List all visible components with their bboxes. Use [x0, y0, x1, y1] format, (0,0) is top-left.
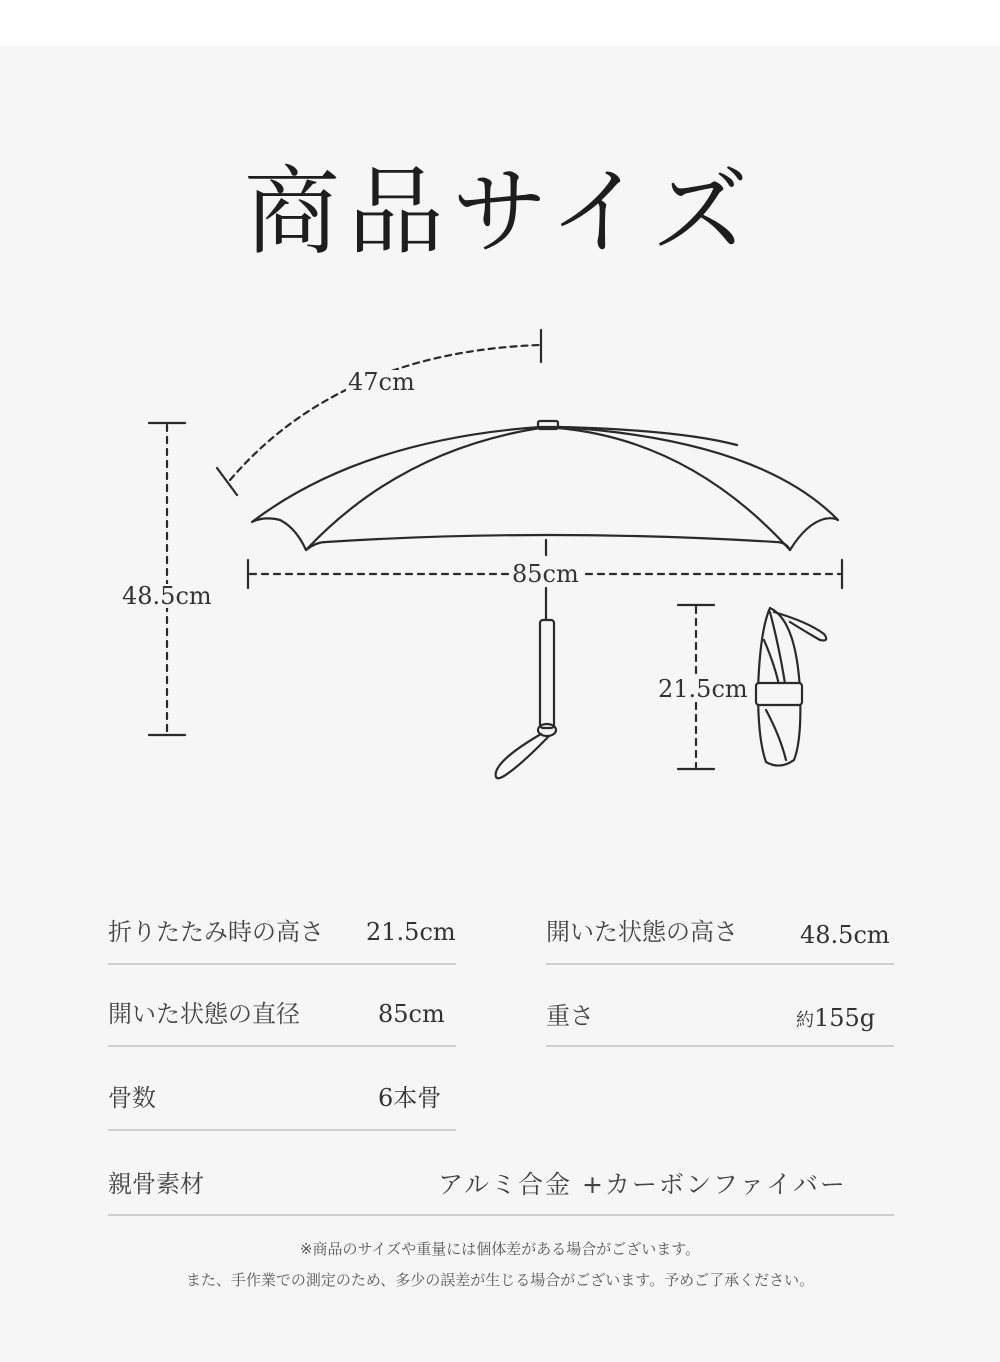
height-dimension-label: 48.5cm	[122, 582, 212, 610]
divider	[108, 1129, 456, 1131]
folded-height-value: 21.5cm	[366, 918, 456, 946]
open-height-label: 開いた状態の高さ	[546, 918, 738, 946]
wrist-strap	[496, 734, 549, 778]
frame-material-value: アルミ合金 +カーボンファイバー	[438, 1170, 847, 1199]
folded-umbrella-band	[756, 683, 802, 705]
weight-amount: 155g	[814, 1004, 876, 1032]
ribs-value: 6本骨	[378, 1084, 442, 1112]
divider	[108, 1214, 894, 1216]
open-diameter-label: 開いた状態の直径	[108, 1000, 300, 1028]
ribs-label: 骨数	[108, 1084, 156, 1112]
weight-value	[796, 1006, 875, 1030]
arc-dimension-label: 47cm	[348, 368, 415, 396]
divider	[546, 1045, 894, 1047]
arc-tick-left	[217, 468, 237, 495]
umbrella-rib-left	[306, 428, 540, 550]
open-diameter-value: 85cm	[378, 1000, 445, 1028]
divider	[108, 1045, 456, 1047]
umbrella-canopy-outline	[252, 427, 838, 550]
arc-dimension-line	[230, 345, 540, 480]
page-title: 商品サイズ	[243, 156, 757, 268]
folded-umbrella-fold-3	[766, 710, 786, 760]
frame-material-label: 親骨素材	[108, 1170, 204, 1198]
umbrella-handle	[540, 620, 554, 728]
diameter-dimension-label: 85cm	[512, 560, 579, 588]
weight-prefix: 約	[796, 1010, 814, 1031]
folded-dimension-label: 21.5cm	[658, 675, 748, 703]
open-height-value: 48.5cm	[800, 921, 890, 949]
note-line-2: また、手作業での測定のため、多少の誤差が生じる場合がございます。予めご了承ください。	[185, 1271, 815, 1289]
folded-height-label: 折りたたみ時の高さ	[108, 918, 324, 946]
note-line-1: ※商品のサイズや重量には個体差がある場合がございます。	[299, 1240, 701, 1258]
divider	[108, 963, 456, 965]
divider	[546, 963, 894, 965]
umbrella-rib-right	[558, 428, 790, 550]
weight-label: 重さ	[546, 1002, 594, 1030]
